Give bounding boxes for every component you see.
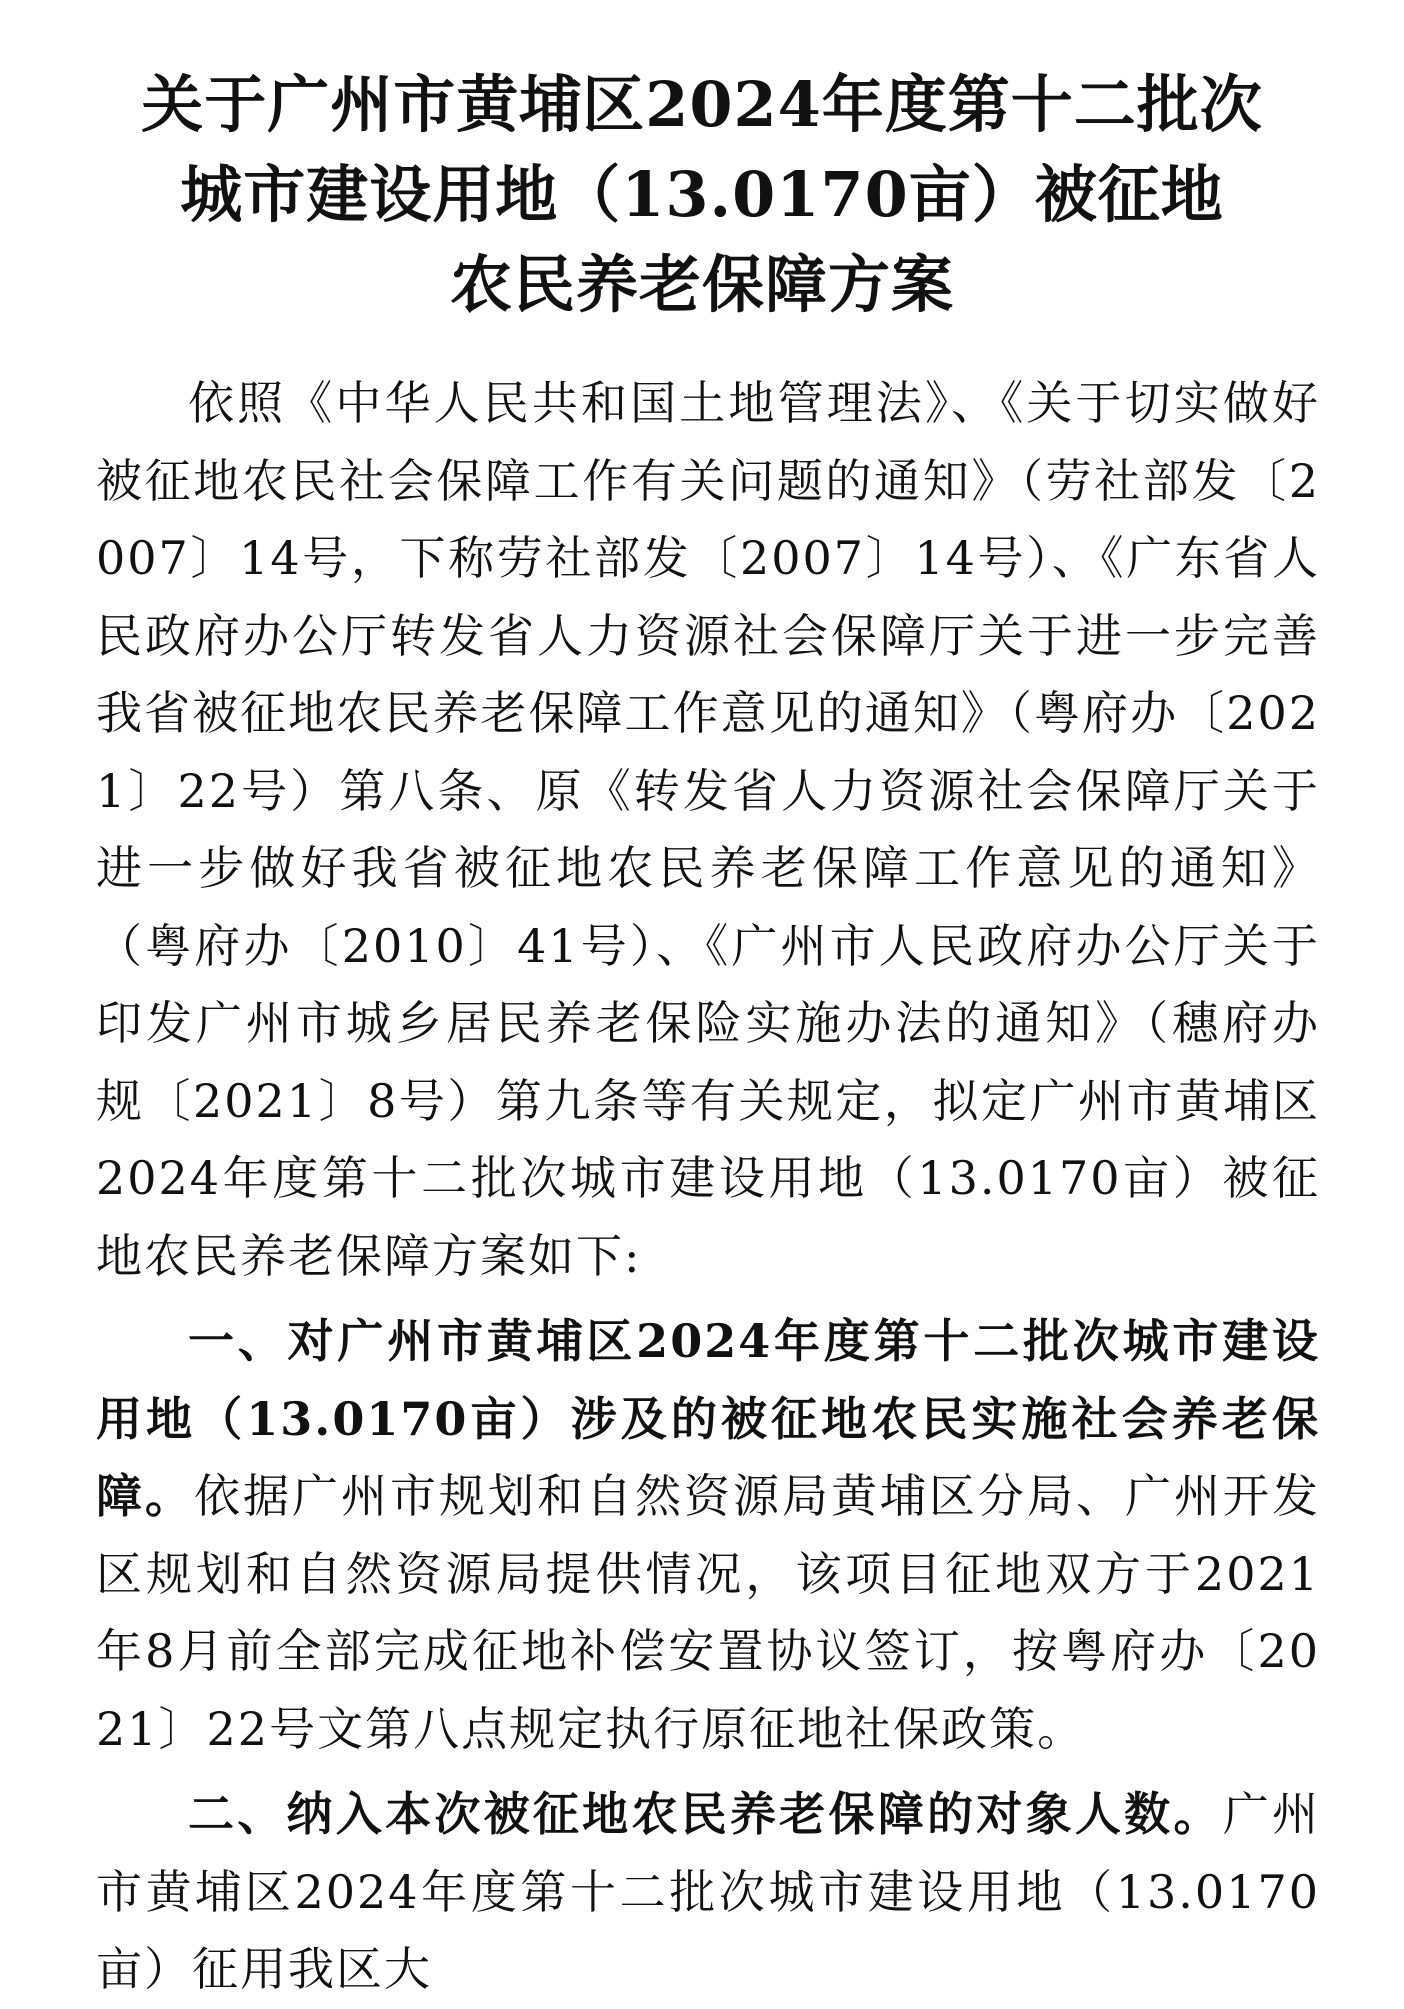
- section-1-text: 依据广州市规划和自然资源局黄埔区分局、广州开发区规划和自然资源局提供情况，该项目征地双方于2021年8月前全部完成征地补偿安置协议签订，按粤府办〔2021〕22号文第八点规定执行原征地社保政策。: [96, 1469, 1320, 1756]
- title-line-3: 农民养老保障方案: [449, 248, 954, 321]
- paragraph-intro: [96, 365, 1320, 1295]
- section-1-heading: 一、对广州市黄埔区2024年度第十二批次城市建设用地（13.0170亩）涉及的被征地农民实施社会养老保障。: [96, 1314, 1320, 1523]
- document-title: [90, 60, 1314, 330]
- section-2-text: 广州市黄埔区2024年度第十二批次城市建设用地（13.0170亩）征用我区大: [96, 1787, 1321, 1996]
- title-line-1: 关于广州市黄埔区2024年度第十二批次: [141, 68, 1263, 141]
- document-body: [96, 365, 1320, 2009]
- paragraph-section-1: [96, 1303, 1320, 1768]
- section-2-heading: 二、纳入本次被征地农民养老保障的对象人数。: [188, 1787, 1223, 1841]
- paragraph-intro-text: 依照《中华人民共和国土地管理法》、《关于切实做好被征地农民社会保障工作有关问题的通知》（劳社部发〔2007〕14号，下称劳社部发〔2007〕14号）、《广东省人民政府办公厅转发省人力资源社会保障厅关于进一步完善我省被征地农民养老保障工作意见的通知》（粤府办〔2021〕22号）第八条、原《转发省人力资源社会保障厅关于进一步做好我省被征地农民养老保障工作意见的通知》（粤府办〔2010〕41号）、《广州市人民政府办公厅关于印发广州市城乡居民养老保险实施办法的通知》（穗府办规〔2021〕8号）第九条等有关规定，拟定广州市黄埔区2024年度第十二批次城市建设用地（13.0170亩）被征地农民养老保障方案如下:: [96, 376, 1320, 1283]
- paragraph-section-2: [96, 1776, 1320, 2009]
- title-line-2: 城市建设用地（13.0170亩）被征地: [180, 158, 1224, 231]
